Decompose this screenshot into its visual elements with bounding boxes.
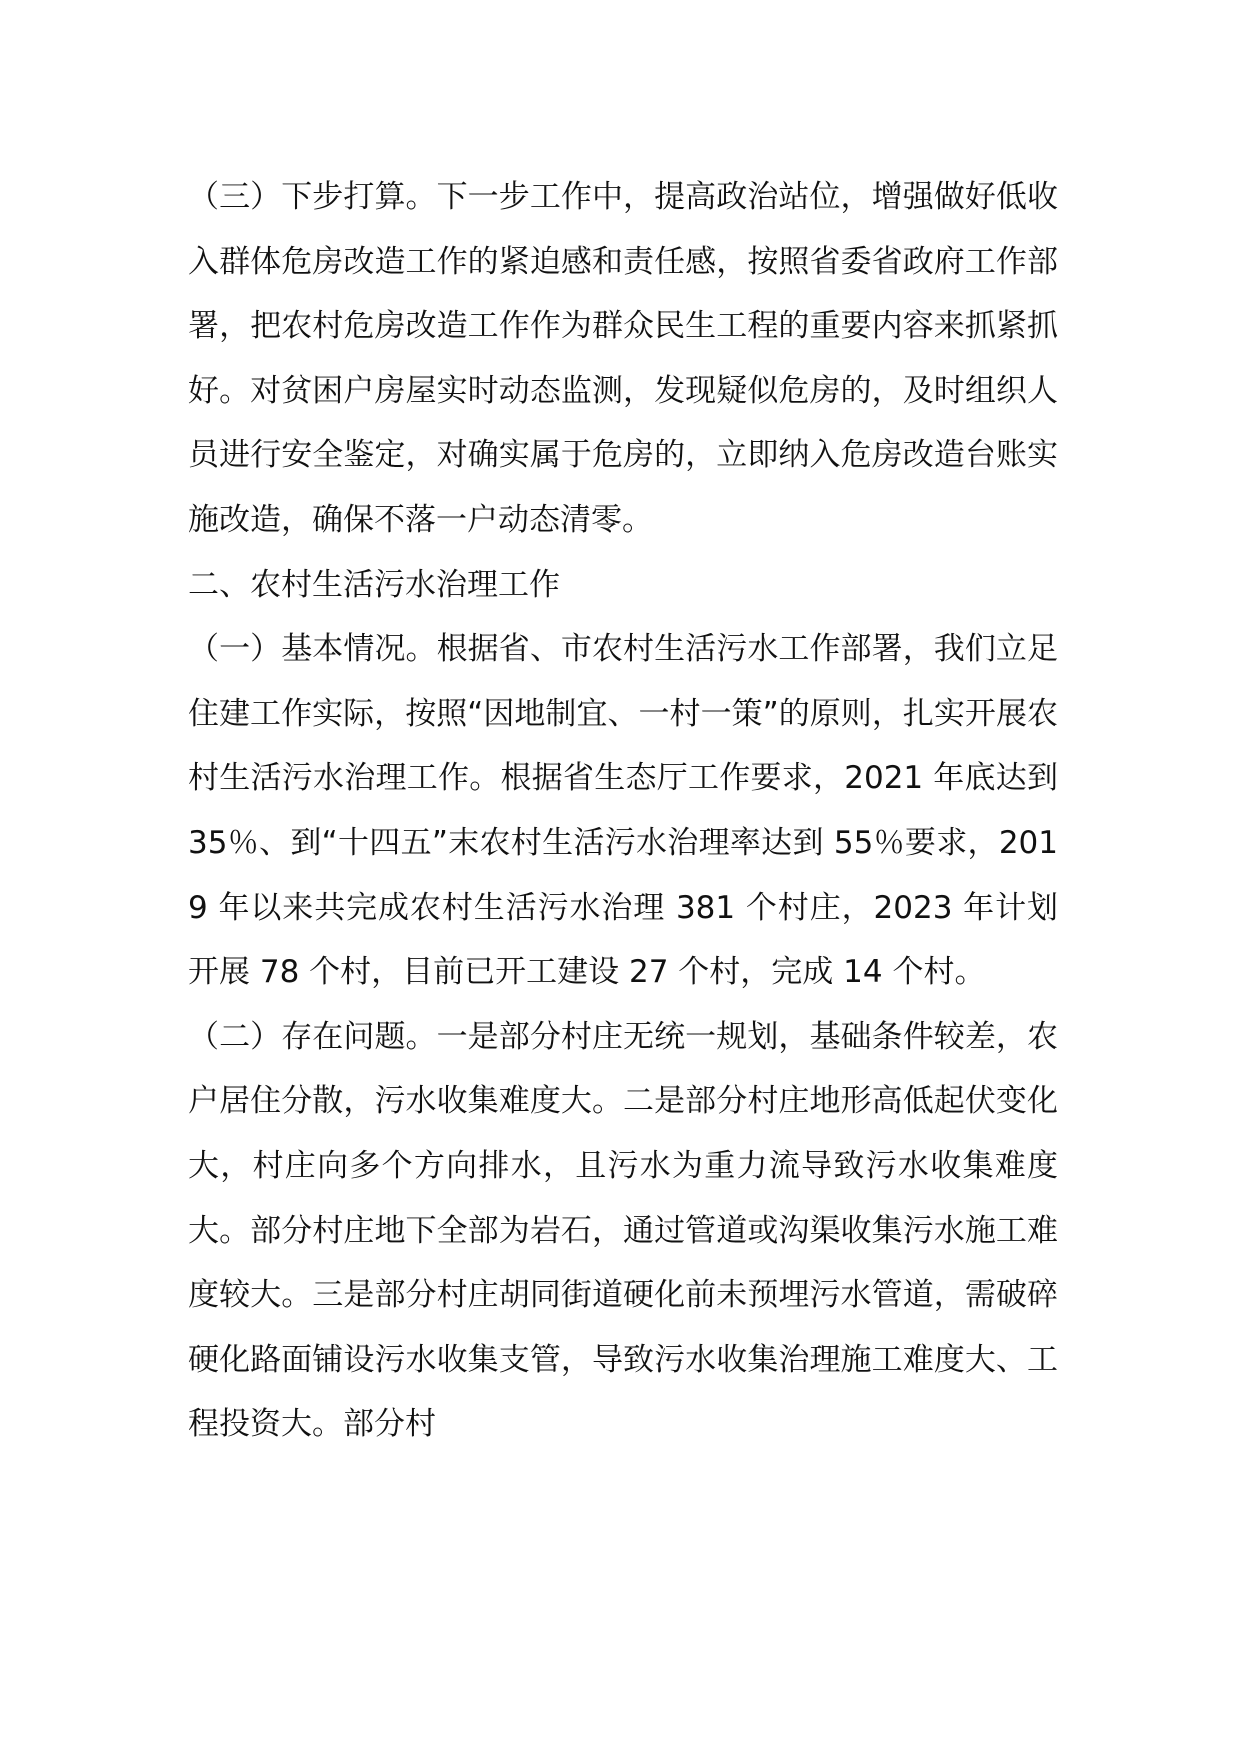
paragraph-existing-problems: （二）存在问题。一是部分村庄无统一规划，基础条件较差，农户居住分散，污水收集难度大。二是部分村庄地形高低起伏变化大，村庄向多个方向排水，且污水为重力流导致污水收集难度大。部分村庄地下全部为岩石，通过管道或沟渠收集污水施工难度较大。三是部分村庄胡同街道硬化前未预埋污水管道，需破碎硬化路面铺设污水收集支管，导致污水收集治理施工难度大、工程投资大。部分村 bbox=[188, 1018, 1058, 1443]
paragraph-next-steps: （三）下步打算。下一步工作中，提高政治站位，增强做好低收入群体危房改造工作的紧迫感和责任感，按照省委省政府工作部署，把农村危房改造工作作为群众民生工程的重要内容来抓紧抓好。对贫困户房屋实时动态监测，发现疑似危房的，及时组织人员进行安全鉴定，对确实属于危房的，立即纳入危房改造台账实施改造，确保不落一户动态清零。 bbox=[188, 179, 1058, 538]
paragraph-basic-situation: （一）基本情况。根据省、市农村生活污水工作部署，我们立足住建工作实际，按照“因地制宜、一村一策”的原则，扎实开展农村生活污水治理工作。根据省生态厅工作要求，2021 年底达到 35％、到“十四五”末农村生活污水治理率达到 55％要求，2019 年以来共完成农村生活污水治理 381 个村庄，2023 年计划开展 78 个村，目前已开工建设 27 个村，完成 14 个村。 bbox=[188, 631, 1058, 991]
document-body bbox=[188, 165, 1058, 1457]
section-heading-rural-sewage: 二、农村生活污水治理工作 bbox=[188, 566, 560, 603]
